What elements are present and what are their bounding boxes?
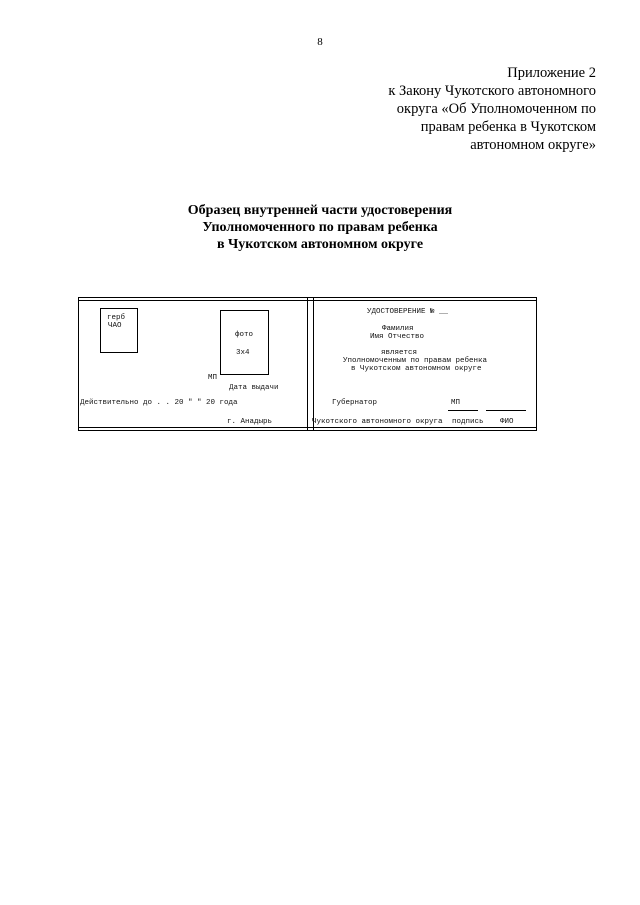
title-line: Уполномоченного по правам ребенка xyxy=(202,220,438,235)
appendix-line: округа «Об Уполномоченном по xyxy=(396,101,596,117)
photo-label: фото xyxy=(235,331,254,339)
coat-of-arms-box xyxy=(100,308,138,353)
appendix-header xyxy=(388,64,596,154)
signature-line xyxy=(448,410,478,411)
role-label: в Чукотском автономном округе xyxy=(351,365,482,373)
photo-box xyxy=(220,310,269,375)
certificate-number-label: УДОСТОВЕРЕНИЕ № __ xyxy=(367,308,449,316)
is-label: является xyxy=(381,349,418,357)
name-patronymic-label: Имя Отчество xyxy=(370,333,425,341)
title-line: Образец внутренней части удостоверения xyxy=(187,203,453,218)
certificate-form xyxy=(78,297,537,431)
appendix-line: Приложение 2 xyxy=(507,65,596,81)
coat-of-arms-label: герб xyxy=(107,314,126,322)
surname-label: Фамилия xyxy=(382,325,414,333)
governor-label: Губернатор xyxy=(332,399,378,407)
appendix-line: правам ребенка в Чукотском xyxy=(420,119,596,135)
appendix-line: к Закону Чукотского автономного xyxy=(388,83,596,99)
issue-date-label: Дата выдачи xyxy=(229,384,279,392)
appendix-line: автономном округе» xyxy=(470,137,596,153)
valid-until-label: Действительно до . . 20 " " 20 года xyxy=(80,399,238,407)
coat-of-arms-label: ЧАО xyxy=(108,322,122,330)
signature-label: подпись xyxy=(452,418,484,426)
role-label: Уполномоченным по правам ребенка xyxy=(343,357,488,365)
fio-label: ФИО xyxy=(500,418,514,426)
document-title xyxy=(0,202,640,253)
form-divider xyxy=(307,298,314,430)
stamp-place-label: МП xyxy=(208,374,218,382)
region-label: Чукотского автономного округа xyxy=(312,418,443,426)
stamp-place-label: МП xyxy=(451,399,461,407)
photo-size-label: 3х4 xyxy=(236,349,250,357)
name-line xyxy=(486,410,526,411)
page-number: 8 xyxy=(317,36,323,48)
title-line: в Чукотском автономном округе xyxy=(216,237,424,252)
city-label: г. Анадырь xyxy=(227,418,273,426)
